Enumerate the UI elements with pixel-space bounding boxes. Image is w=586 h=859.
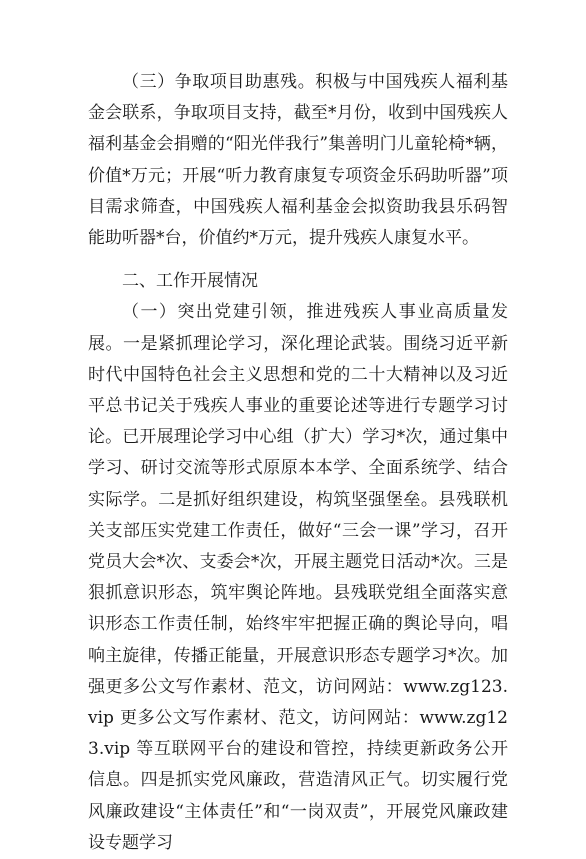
document-body [88,67,508,859]
paragraph-party-building: （一）突出党建引领，推进残疾人事业高质量发展。一是紧抓理论学习，深化理论武装。围绕习近平新时代中国特色社会主义思想和党的二十大精神以及习近平总书记关于残疾人事业的重要论述等进行专题学习讨论。已开展理论学习中心组（扩大）学习*次，通过集中学习、研讨交流等形式原原本本学、全面系统学、结合实际学。二是抓好组织建设，构筑坚强堡垒。县残联机关支部压实党建工作责任，做好“三会一课”学习，召开党员大会*次、支委会*次，开展主题党日活动*次。三是狠抓意识形态，筑牢舆论阵地。县残联党组全面落实意识形态工作责任制，始终牢牢把握正确的舆论导向，唱响主旋律，传播正能量，开展意识形态专题学习*次。加强更多公文写作素材、范文，访问网站：www.zg123.vip 更多公文写作素材、范文，访问网站：www.zg123.vip 等互联网平台的建设和管控，持续更新政务公开信息。四是抓实党风廉政，营造清风正气。切实履行党风廉政建设“主体责任”和“一岗双责”，开展党风廉政建设专题学习 [88,302,508,853]
section-heading-work-progress: 二、工作开展情况 [122,271,258,292]
section-heading-wrapper [88,266,508,297]
paragraph-project-support: （三）争取项目助惠残。积极与中国残疾人福利基金会联系，争取项目支持，截至*月份，收到中国残疾人福利基金会捐赠的“阳光伴我行”集善明门儿童轮椅*辆，价值*万元；开展“听力教育康复专项资金乐码助听器”项目需求筛查，中国残疾人福利基金会拟资助我县乐码智能助听器*台，价值约*万元，提升残疾人康复水平。 [88,72,508,249]
